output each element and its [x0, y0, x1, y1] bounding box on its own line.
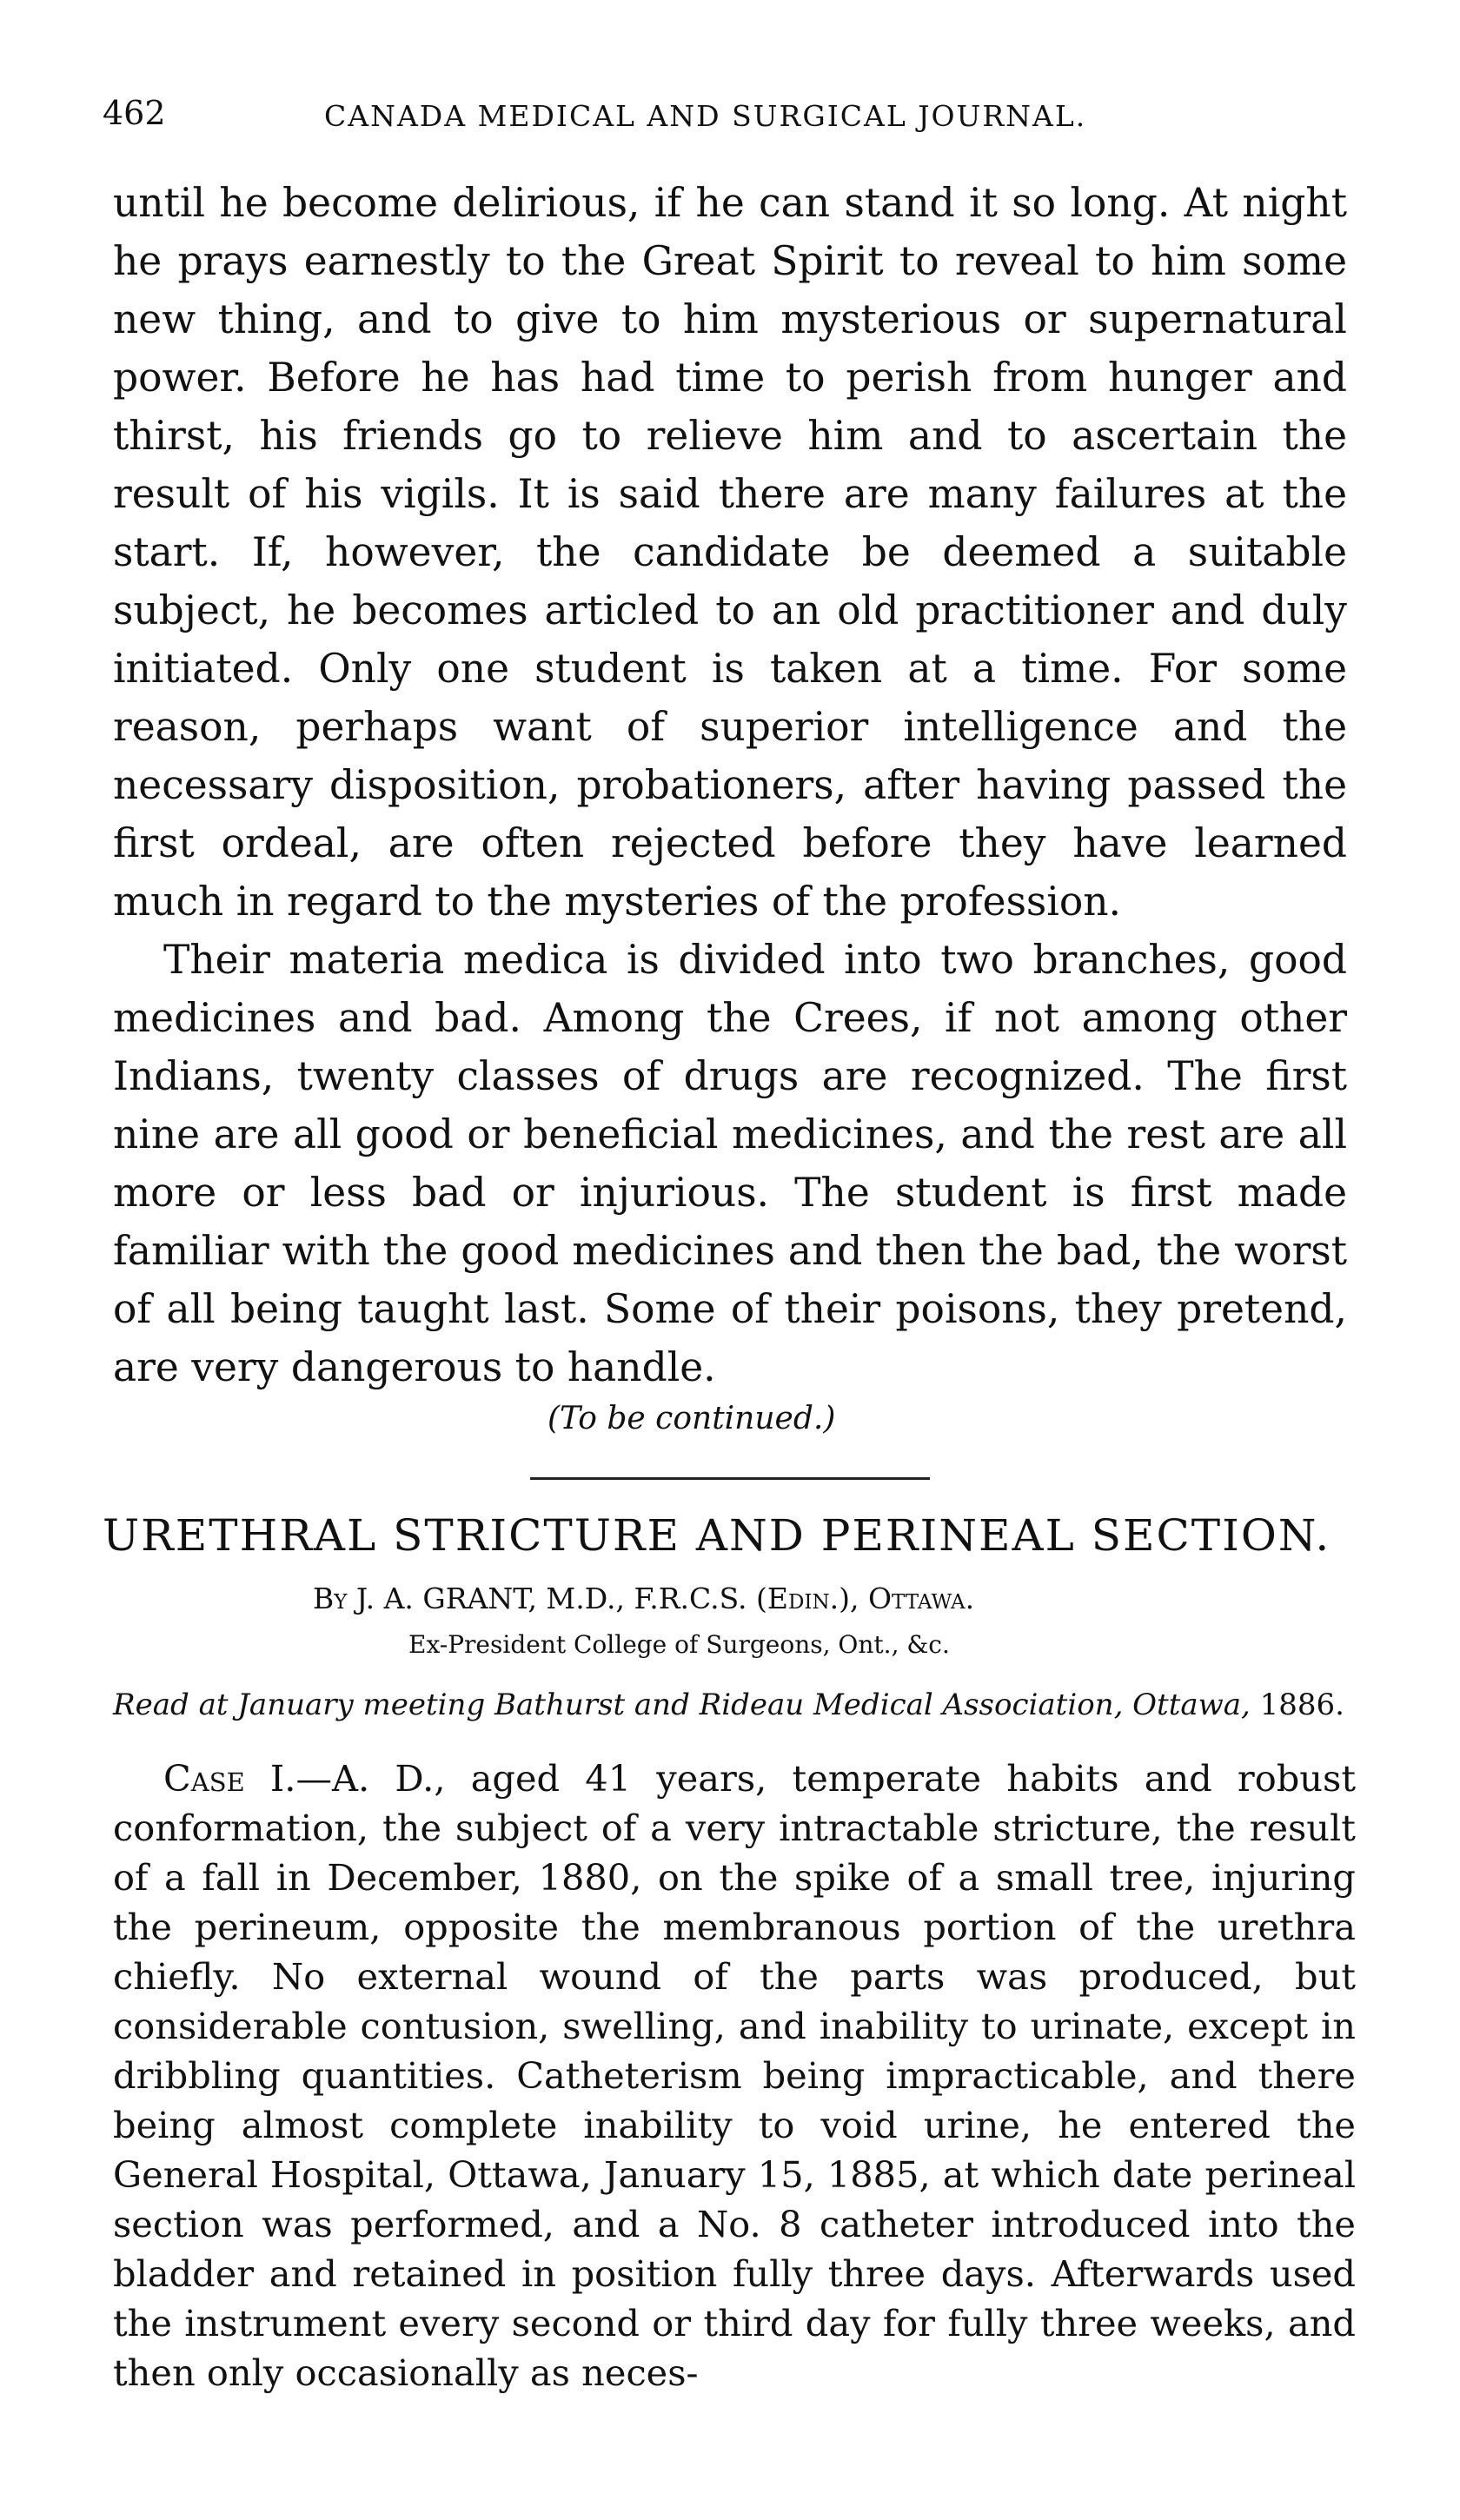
case-paragraph — [113, 1754, 1356, 2397]
paragraph-materia-medica: Their materia medica is divided into two branches, good medicines and bad. Among the Crees, if not among other Indians, twenty classes of drugs are recognized. The first nine are all good or beneficial medicines, and the rest are all more or less bad or injurious. The student is first made familiar with the good medicines and then the bad, the worst of all being taught last. Some of their poisons, they pretend, are very dangerous to handle. — [113, 937, 1347, 1390]
read-at-note — [113, 1688, 1356, 1722]
paragraph-continued: until he become delirious, if he can stand it so long. At night he prays earnestly to the Great Spirit to reveal to him some new thing, and to give to him mysterious or supernatural power. Before he has had time to perish from hunger and thirst, his friends go to relieve him and to ascertain the result of his vigils. It is said there are many failures at the start. If, however, the candidate be deemed a suitable subject, he becomes articled to an old practitioner and duly initiated. Only one student is taken at a time. For some reason, perhaps want of superior intelligence and the necessary disposition, probationers, after having passed the first ordeal, are often rejected before they have learned much in regard to the mysteries of the profession. — [113, 180, 1347, 925]
section-divider — [530, 1477, 930, 1480]
page-number: 462 — [103, 94, 166, 132]
article-title: URETHRAL STRICTURE AND PERINEAL SECTION. — [103, 1510, 1331, 1561]
article-byline: By J. A. GRANT, M.D., F.R.C.S. (Edin.), Ottawa. — [313, 1582, 975, 1615]
read-at-text: Read at January meeting Bathurst and Rideau Medical Association, Ottawa, — [113, 1688, 1251, 1722]
case-body: —A. D., aged 41 years, temperate habits and robust conformation, the subject of a very intractable stricture, the result of a fall in December, 1880, on the spike of a small tree, injuring the perineum, opposite the membranous portion of the urethra chiefly. No external wound of the parts was produced, but considerable contusion, swelling, and inability to urinate, except in dribbling quantities. Catheterism being impracticable, and there being almost complete inability to void urine, he entered the General Hospital, Ottawa, January 15, 1885, at which date perineal section was performed, and a No. 8 catheter introduced into the bladder and retained in position fully three days. Afterwards used the instrument every second or third day for fully three weeks, and then only occasionally as neces- — [113, 1757, 1356, 2394]
journal-title: CANADA MEDICAL AND SURGICAL JOURNAL. — [324, 99, 1087, 133]
case-heading: Case I. — [163, 1757, 296, 1800]
body-text — [113, 174, 1347, 1396]
read-at-year: 1886. — [1259, 1688, 1344, 1722]
to-be-continued-note: (To be continued.) — [548, 1401, 836, 1436]
case-report — [113, 1754, 1356, 2397]
author-credentials: Ex-President College of Surgeons, Ont., &c. — [408, 1630, 950, 1659]
